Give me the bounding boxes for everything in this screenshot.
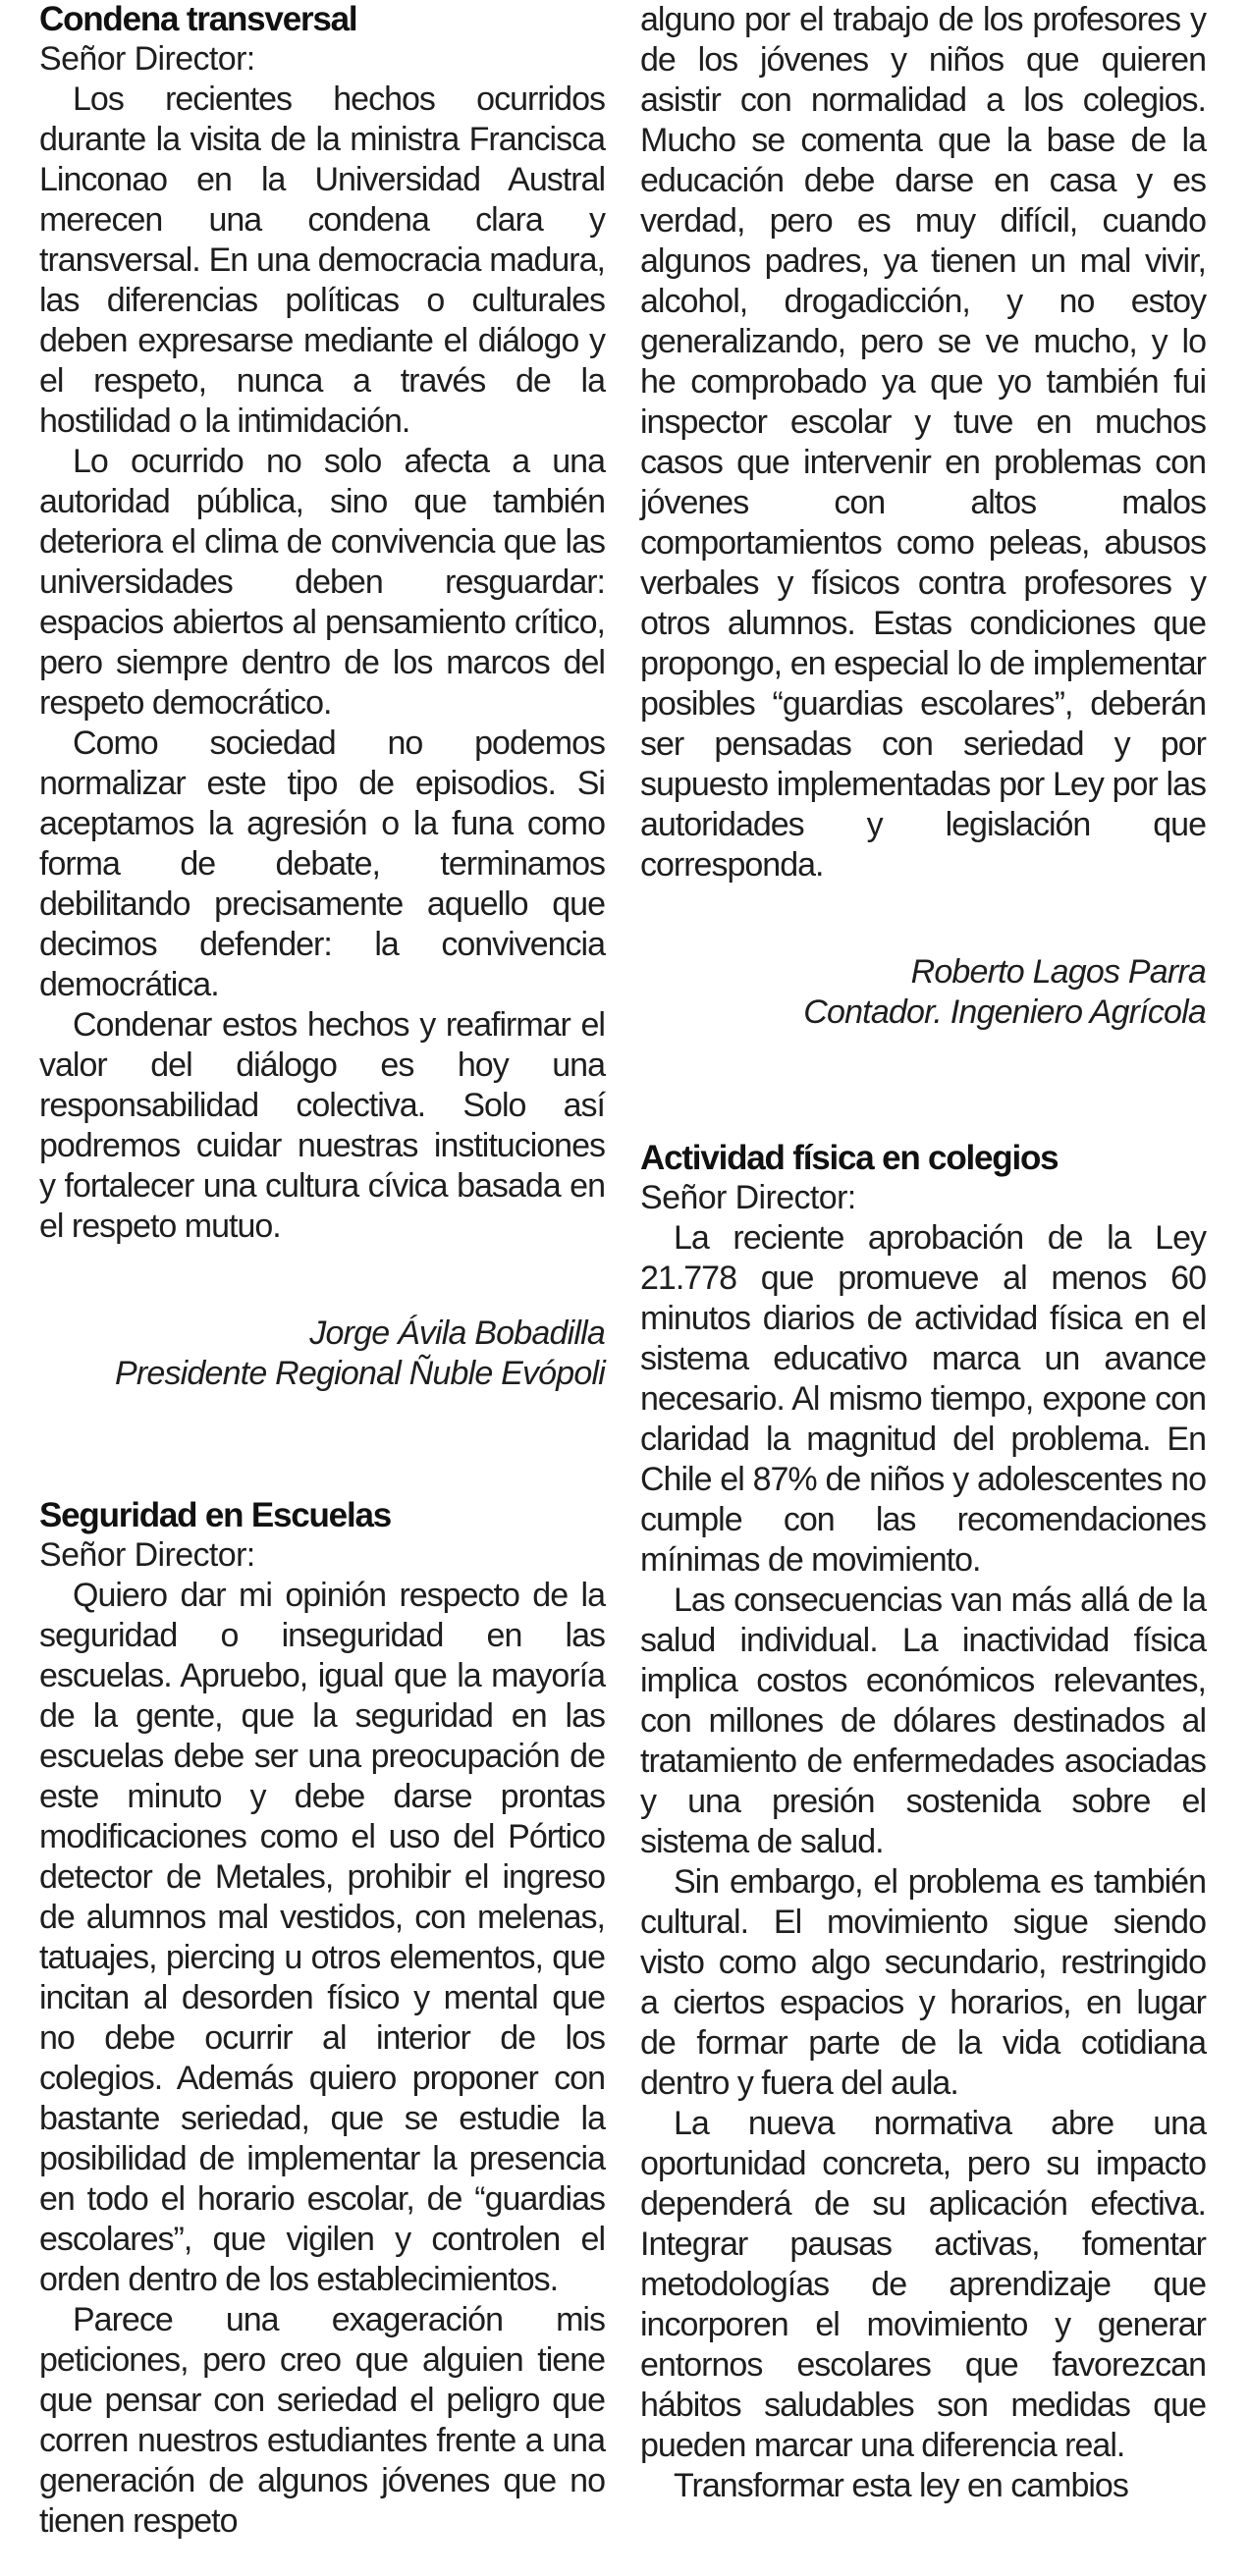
salutation: Señor Director: [640,1179,856,1216]
paragraph: La reciente aprobación de la Ley 21.778 que promueve al menos 60 minutos diarios de actividad física en el sistema educativo marca un avance necesario. Al mismo tiempo, expone con claridad la magnitud del problema. En Chile el 87% de niños y adolescentes no cumple con las recomendaciones mínimas de movimiento. [640,1219,1206,1579]
paragraph: Como sociedad no podemos normalizar este tipo de episodios. Si aceptamos la agresión o la funa como forma de debate, terminamos debilitando precisamente aquello que decimos defender: la convivencia democrática. [39,724,605,1003]
right-column [640,0,1206,2506]
paragraph: Condenar estos hechos y reafirmar el valor del diálogo es hoy una responsabilidad colectiva. Solo así podremos cuidar nuestras instituciones y fortalecer una cultura cívica basada en el respeto mutuo. [39,1006,605,1245]
paragraph: Parece una exageración mis peticiones, pero creo que alguien tiene que pensar con seriedad el peligro que corren nuestros estudiantes frente a una generación de algunos jóvenes que no tienen respeto [39,2301,605,2540]
paragraph: Las consecuencias van más allá de la salud individual. La inactividad física implica costos económicos relevantes, con millones de dólares destinados al tratamiento de enfermedades asociadas y una presión sostenida sobre el sistema de salud. [640,1582,1206,1860]
paragraph: alguno por el trabajo de los profesores y de los jóvenes y niños que quieren asistir con normalidad a los colegios. Mucho se comenta que la base de la educación debe darse en casa y es verdad, pero es muy difícil, cuando algunos padres, ya tienen un mal vivir, alcohol, drogadicción, y no estoy generalizando, pero se ve mucho, y lo he comprobado ya que yo también fui inspector escolar y tuve en muchos casos que intervenir en problemas con jóvenes con altos malos comportamientos como peleas, abusos verbales y físicos contra profesores y otros alumnos. Estas condiciones que propongo, en especial lo de implementar posibles “guardias escolares”, deberán ser pensadas con seriedad y por supuesto implementadas por Ley por las autoridades y legislación que corresponda. [640,1,1206,884]
salutation: Señor Director: [39,1536,255,1574]
signature-block [39,1314,605,1394]
signature-role: Presidente Regional Ñuble Evópoli [114,1355,605,1392]
paragraph: Los recientes hechos ocurridos durante la visita de la ministra Francisca Linconao en la Universidad Austral merecen una condena clara y transversal. En una democracia madura, las diferencias políticas o culturales deben expresarse mediante el diálogo y el respeto, nunca a través de la hostilidad o la intimidación. [39,80,605,440]
signature-name: Jorge Ávila Bobadilla [309,1315,605,1352]
letter-seguridad-en-escuelas-continued [640,0,1206,1033]
signature-name: Roberto Lagos Parra [910,953,1206,991]
letter-actividad-fisica-en-colegios [640,1139,1206,2506]
letter-seguridad-en-escuelas [39,1496,605,2542]
letter-title: Condena transversal [39,0,357,38]
paragraph: La nueva normativa abre una oportunidad concreta, pero su impacto dependerá de su aplicación efectiva. Integrar pausas activas, fomentar metodologías de aprendizaje que incorporen el movimiento y generar entornos escolares que favorezcan hábitos saludables son medidas que pueden marcar una diferencia real. [640,2105,1206,2464]
paragraph: Quiero dar mi opinión respecto de la seguridad o inseguridad en las escuelas. Apruebo, igual que la mayoría de la gente, que la seguridad en las escuelas debe ser una preocupación de este minuto y debe darse prontas modificaciones como el uso del Pórtico detector de Metales, prohibir el ingreso de alumnos mal vestidos, con melenas, tatuajes, piercing u otros elementos, que incitan al desorden físico y mental que no debe ocurrir al interior de los colegios. Además quiero proponer con bastante seriedad, que se estudie la posibilidad de implementar la presencia en todo el horario escolar, de “guardias escolares”, que vigilen y controlen el orden dentro de los establecimientos. [39,1577,605,2298]
letter-title: Seguridad en Escuelas [39,1496,392,1534]
left-column [39,0,605,2542]
letter-title: Actividad física en colegios [640,1139,1059,1177]
paragraph: Sin embargo, el problema es también cultural. El movimiento sigue siendo visto como algo secundario, restringido a ciertos espacios y horarios, en lugar de formar parte de la vida cotidiana dentro y fuera del aula. [640,1863,1206,2102]
paragraph: Transformar esta ley en cambios [674,2467,1128,2504]
signature-role: Contador. Ingeniero Agrícola [803,993,1206,1031]
paragraph: Lo ocurrido no solo afecta a una autoridad pública, sino que también deteriora el clima de convivencia que las universidades deben resguardar: espacios abiertos al pensamiento crítico, pero siempre dentro de los marcos del respeto democrático. [39,443,605,722]
letter-condena-transversal [39,0,605,1394]
signature-block [640,952,1206,1033]
salutation: Señor Director: [39,40,255,78]
